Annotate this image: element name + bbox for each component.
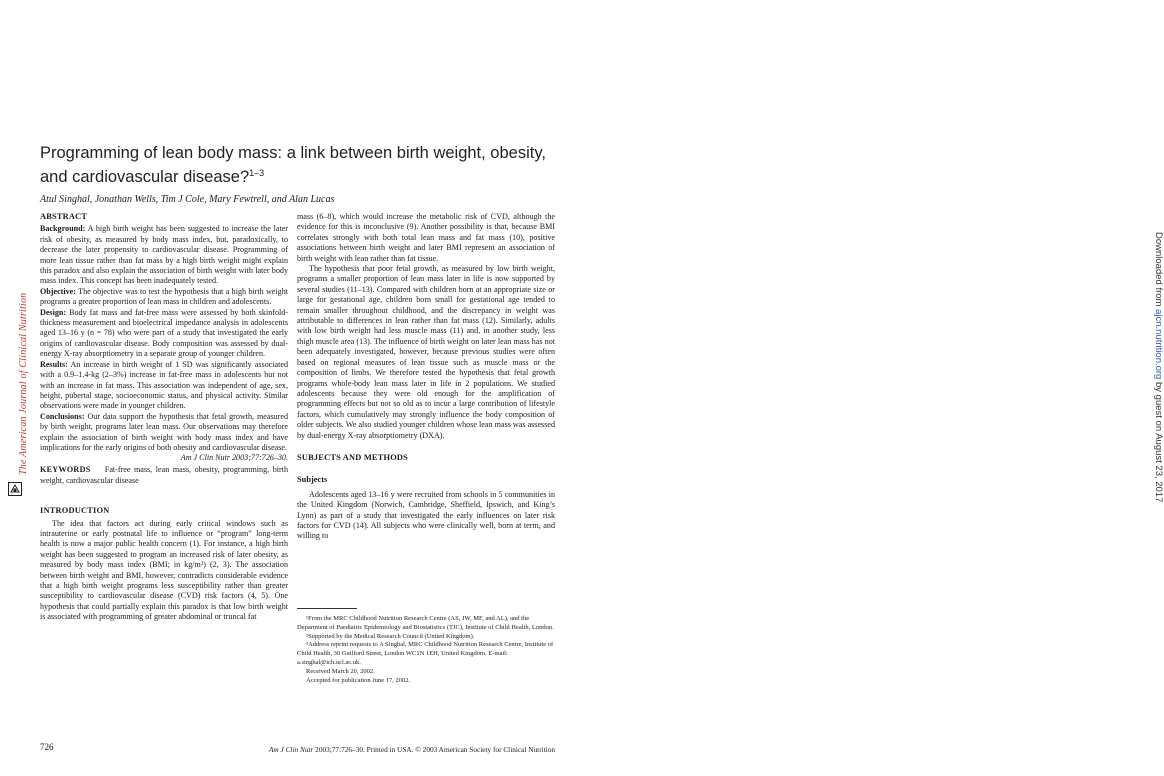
design-label: Design: — [40, 307, 67, 317]
abstract-objective — [40, 287, 288, 308]
abstract-design — [40, 308, 288, 360]
download-link[interactable]: ajcn.nutrition.org — [1153, 309, 1164, 380]
footer-journal-abbrev: Am J Clin Nutr — [268, 745, 314, 754]
right-column — [297, 212, 555, 542]
results-text: An increase in birth weight of 1 SD was significantly associated with a 0.9–1.4-kg (2–3%) increase in fat-free mass in adolescents but not with an increase in fat mass. This association was independent of age, sex, height, pubertal stage, socioeconomic status, and physical activity. Similar observations were made in younger children. — [40, 359, 288, 411]
footer-info — [269, 745, 555, 754]
article-title — [40, 143, 560, 187]
journal-name-vertical: The American Journal of Clinical Nutrition — [18, 292, 29, 475]
conclusions-text: Our data support the hypothesis that fetal growth, measured by birth weight, programs later lean mass. Our observations may therefore explain the association of birth weight with body mass index and have implications for the early origins of both obesity and cardiovascular disease. — [40, 411, 288, 452]
footnotes — [297, 608, 555, 685]
article-authors: Atul Singhal, Jonathan Wells, Tim J Cole, Mary Fewtrell, and Alan Lucas — [40, 194, 335, 205]
footnote-3: ³Address reprint requests to A Singhal, MRC Childhood Nutrition Research Centre, Institute of Child Health, 30 Guilford Street, London WC1N 1EH, United Kingdom. E-mail: a.singhal@ich.ucl.ac.uk. — [297, 641, 554, 666]
abstract-background — [40, 224, 288, 286]
background-text: A high birth weight has been suggested to increase the later risk of obesity, as measured by body mass index, but, paradoxically, to decrease the later propensity to cardiovascular disease. Programming of more lean tissue rather than fat mass by a high birth weight might explain this paradox and also explain the association of birth weight with later body mass index. This concept has been inadequately tested. — [40, 224, 288, 286]
abstract-citation: Am J Clin Nutr 2003;77:726–30. — [180, 453, 288, 463]
ajcn-logo-icon — [8, 482, 22, 496]
footnote-2: ²Supported by the Medical Research Council (United Kingdom). — [306, 632, 475, 640]
left-column — [40, 212, 288, 623]
abstract-heading: ABSTRACT — [40, 212, 88, 221]
page-number: 726 — [40, 742, 54, 752]
received-date: Received March 20, 2002. — [306, 667, 375, 675]
introduction-paragraph-2: mass (6–8), which would increase the metabolic risk of CVD, although the evidence for this is inconclusive (9). Another possibility is that, because BMI correlates strongly with both total lean mass and fat mass (10), positive associations between birth weight and later BMI represent an association of birth weight with lean rather than fat tissue. — [297, 212, 555, 263]
conclusions-label: Conclusions: — [40, 411, 85, 421]
right-sidebar — [574, 0, 1164, 776]
footer-info-text: 2003;77:726–30. Printed in USA. © 2003 American Society for Clinical Nutrition — [313, 745, 555, 754]
title-footnote-marker: 1–3 — [249, 168, 265, 178]
methods-paragraph-1: Adolescents aged 13–16 y were recruited from schools in 5 communities in the United Kingdom (Norwich, Cambridge, Sheffield, Ipswich, and King’s Lynn) as part of a study that investigated the early influences on later risk factors for CVD (14). All subjects who were clinically well, born at term, and willing to — [297, 489, 555, 541]
introduction-heading: INTRODUCTION — [40, 506, 110, 516]
download-notice — [1153, 232, 1164, 502]
footnote-rule — [297, 608, 357, 609]
abstract-conclusions — [40, 411, 288, 463]
abstract-results — [40, 360, 288, 412]
keywords-text: Fat-free mass, lean mass, obesity, programming, birth weight, cardiovascular disease — [40, 465, 288, 485]
subjects-subheading: Subjects — [297, 475, 328, 485]
results-label: Results: — [40, 359, 68, 369]
download-prefix: Downloaded from — [1153, 232, 1164, 310]
objective-text: The objective was to test the hypothesis that a high birth weight programs a greater proportion of lean mass in children and adolescents. — [40, 286, 288, 307]
design-text: Body fat mass and fat-free mass were assessed by both skinfold-thickness measurement and bioelectrical impedance analysis in adolescents aged 13–16 y (n = 78) who were part of a study that investigated the early origins of cardiovascular disease. Body composition was assessed by dual-energy X-ray absorptiometry in a separate group of younger children. — [40, 307, 288, 359]
keywords-label: KEYWORDS — [40, 465, 91, 475]
accepted-date: Accepted for publication June 17, 2002. — [306, 676, 411, 684]
objective-label: Objective: — [40, 286, 76, 296]
keywords — [40, 465, 288, 486]
introduction-paragraph-3: The hypothesis that poor fetal growth, as measured by low birth weight, programs a smaller proportion of lean mass later in life is now supported by several studies (11–13). Compared with children born at an appropriate size or large for gestational age, children born small for gestational age tended to remain smaller throughout childhood, and the discrepancy in weight was attributable to differences in lean rather than fat mass (12). Similarly, adults with low birth weight had less muscle mass (11) and, in another study, less thigh muscle area (13). The influence of birth weight on later lean mass has not been adequately investigated, however, because previous studies were often based on regional measures of lean tissue such as muscle mass or the composition of limbs. We therefore tested the hypothesis that fetal growth programs whole-body lean mass later in life in 2 populations. We studied adolescents because they were old enough for the amplification of programming effects but not so old as to incur a large contribution of lifestyle factors, which cumulatively may strongly influence the body composition of older subjects. We also studied younger children whose lean mass was assessed by dual-energy X-ray absorptiometry (DXA). — [297, 264, 555, 440]
introduction-paragraph-1: The idea that factors act during early critical windows such as intrauterine or early postnatal life to influence or “program” long-term health is now a major public health concern (1). For instance, a high birth weight has been suggested to program an increased risk of later obesity, as measured by body mass index (BMI; in kg/m²) (2, 3). The association between birth weight and BMI, however, contradicts considerable evidence that a high birth weight programs less susceptibility rather than greater susceptibility to cardiovascular disease (CVD) risk factors (4, 5). One hypothesis that could partially explain this paradox is that low birth weight is associated with programming of greater abdominal or truncal fat — [40, 518, 288, 622]
left-sidebar — [0, 0, 34, 776]
background-label: Background: — [40, 224, 86, 234]
footnote-1: ¹From the MRC Childhood Nutrition Research Centre (AS, JW, MF, and AL), and the Department of Paediatric Epidemiology and Biostatistics (TJC), Institute of Child Health, London. — [297, 615, 554, 631]
methods-heading: SUBJECTS AND METHODS — [297, 452, 409, 462]
article-title-text: Programming of lean body mass: a link between birth weight, obesity, and cardiovascular disease? — [40, 144, 546, 186]
download-suffix: by guest on August 23, 2017 — [1153, 379, 1164, 503]
